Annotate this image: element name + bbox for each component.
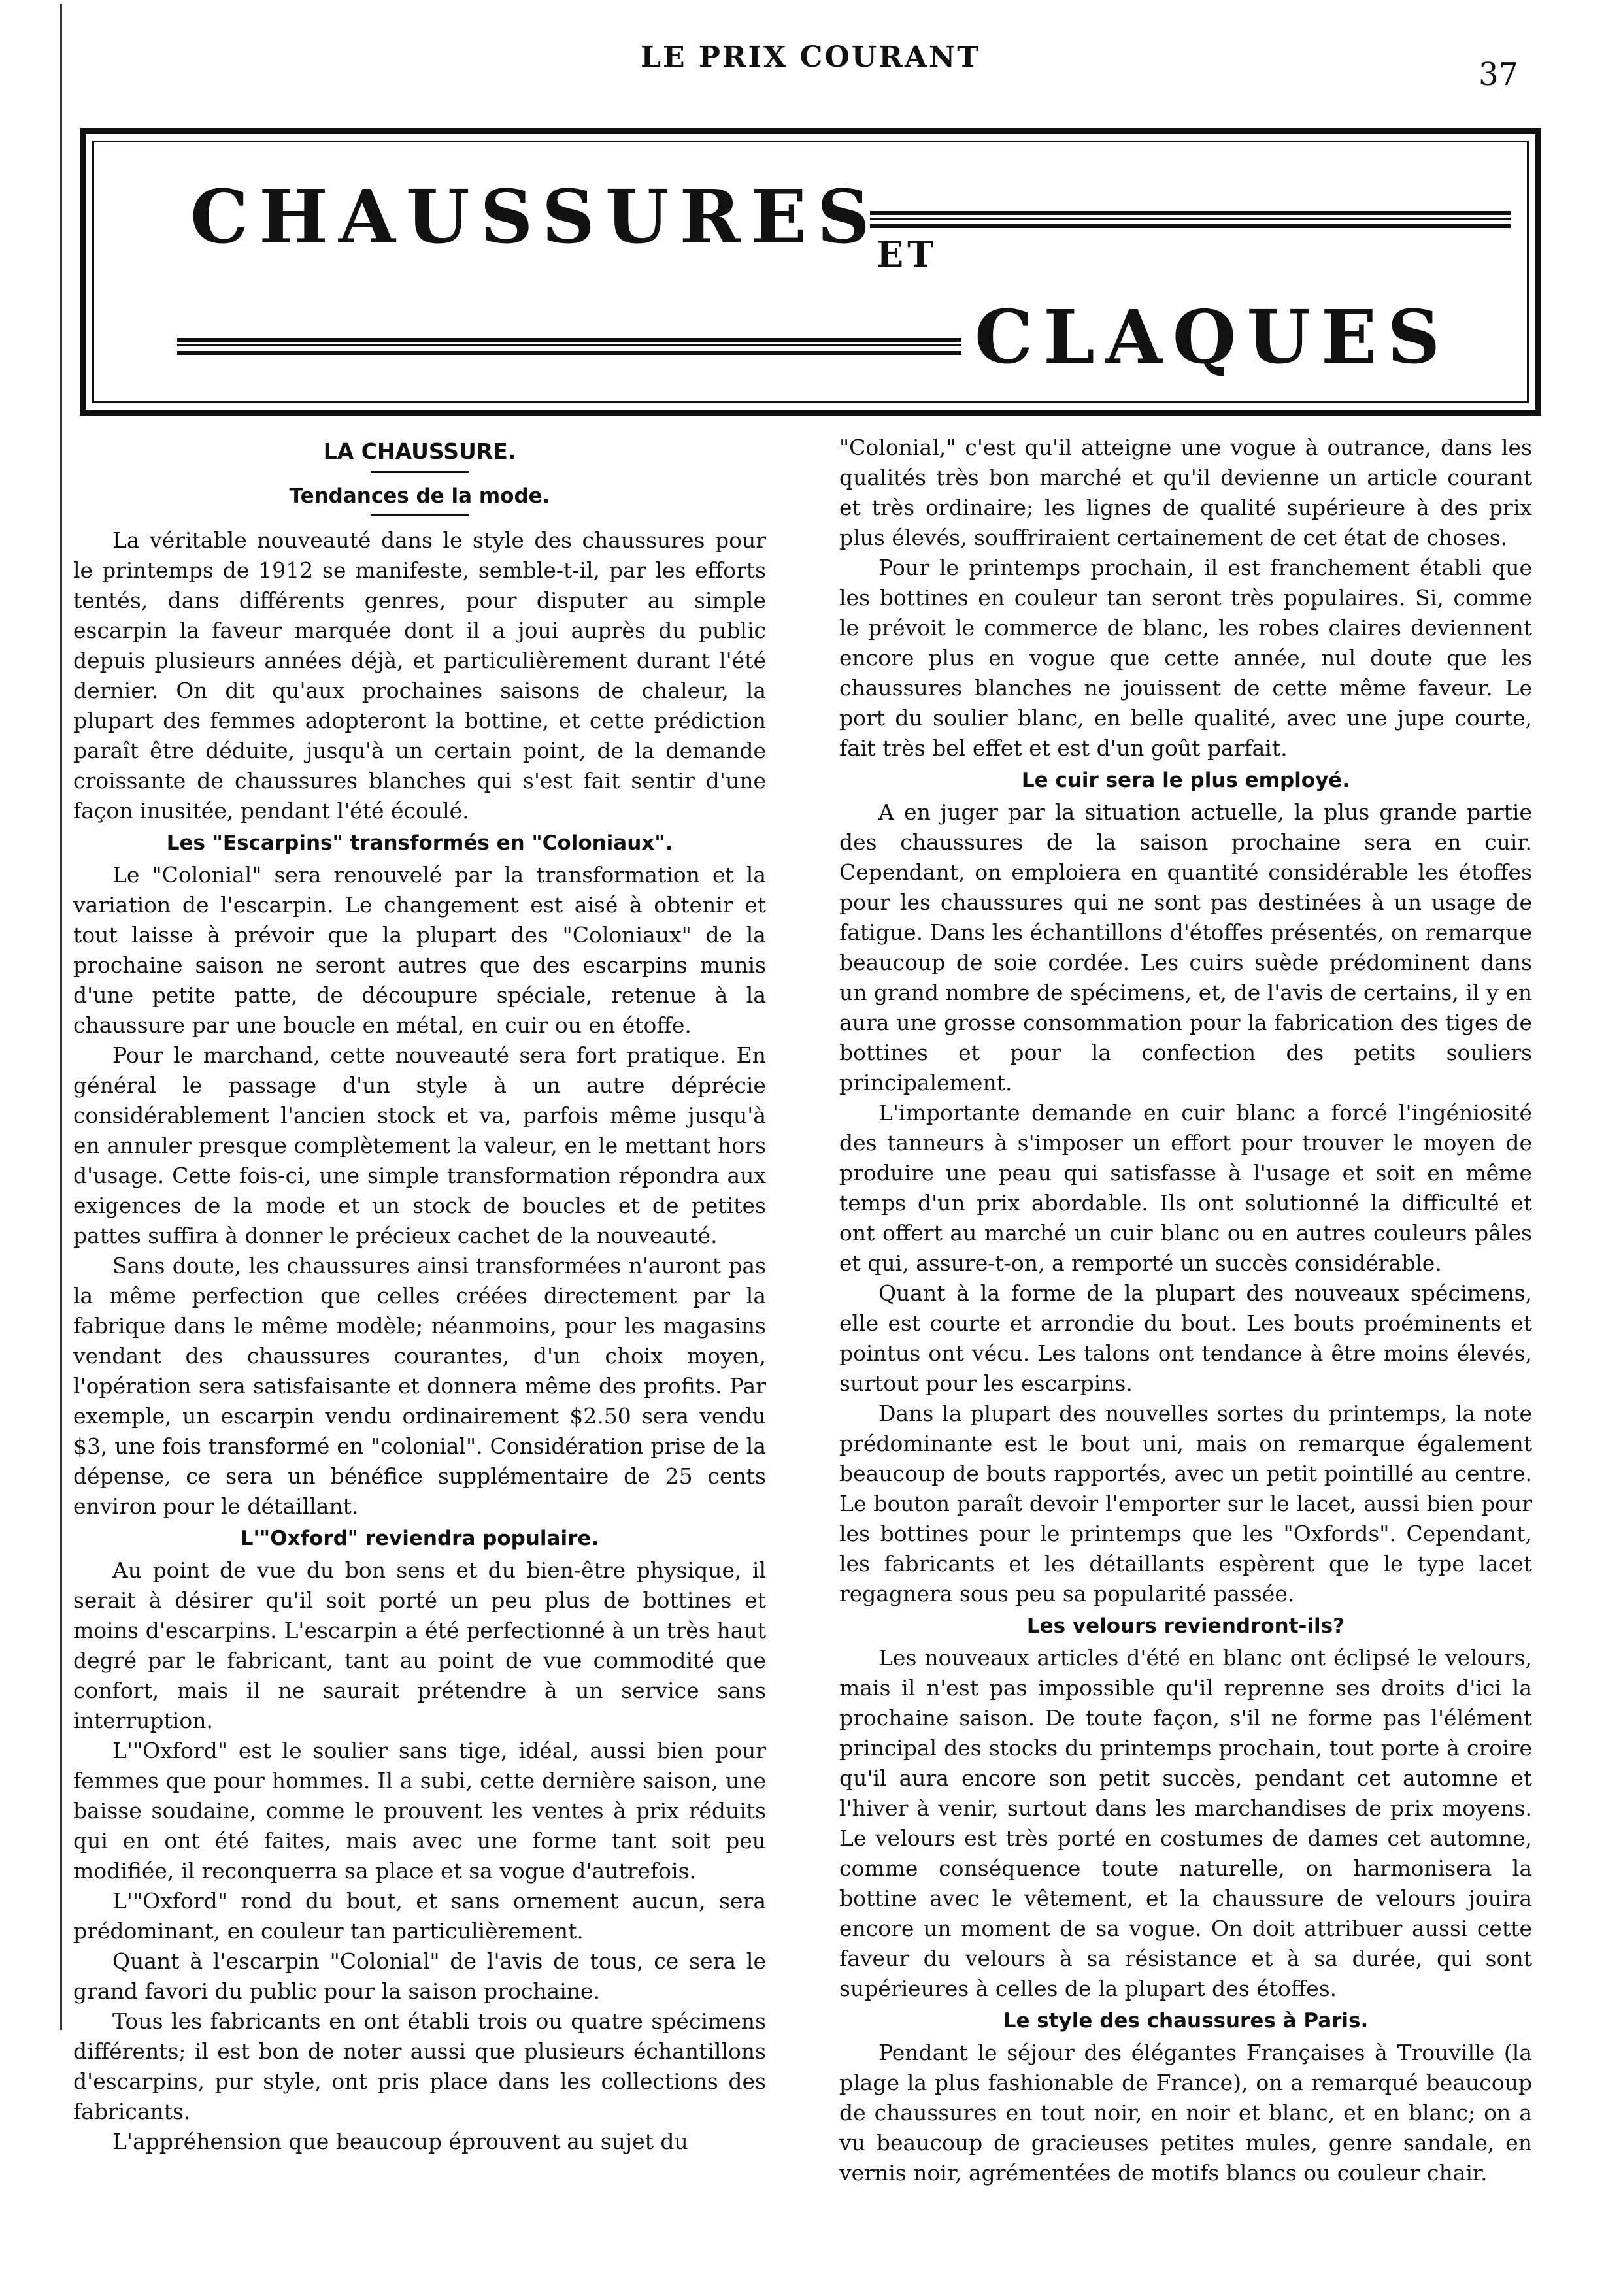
paragraph: A en juger par la situation actuelle, la plus grande partie des chaussures de la saison prochaine sera en cuir. Cependant, on emploiera en quantité considérable les étoffes pour les chaussures qui ne sont pas destinées à un usage de fatigue. Dans les échantillons d'étoffes présentés, on remarque beaucoup de soie cordée. Les cuirs suède prédominent dans un grand nombre de spécimens, et, de l'avis de certains, il y en aura une grosse consommation pour la fabrication des tiges de bottines et pour la confection des petits souliers principalement. (839, 799, 1532, 1095)
paragraph: Quant à l'escarpin "Colonial" de l'avis de tous, ce sera le grand favori du public pour la saison prochaine. (73, 1948, 766, 2004)
masthead-rule-upper (870, 211, 1511, 228)
section-heading-paris: Le style des chaussures à Paris. (1003, 2009, 1369, 2033)
right-column (839, 433, 1532, 2188)
paragraph: Pour le marchand, cette nouveauté sera fort pratique. En général le passage d'un style à un autre déprécie considérablement l'ancien stock et va, parfois même jusqu'à en annuler presque complètement la valeur, en le mettant hors d'usage. Cette fois-ci, une simple transformation répondra aux exigences de la mode et un stock de boucles et de petites pattes suffira à donner le précieux cachet de la nouveauté. (73, 1042, 766, 1248)
paragraph: Les nouveaux articles d'été en blanc ont éclipsé le velours, mais il n'est pas impossible qu'il reprenne ses droits d'ici la prochaine saison. De toute façon, s'il ne forme pas l'élément principal des stocks du printemps prochain, tout porte à croire qu'il aura encore son petit succès, pendant cet automne et l'hiver à venir, surtout dans les marchandises de prix moyens. Le velours est très porté en costumes de dames cet automne, comme conséquence toute naturelle, on harmonisera la bottine avec le vêtement, et la chaussure de velours jouira encore un moment de sa vogue. On doit attribuer aussi cette faveur du velours à sa résistance et à sa durée, qui sont supérieures à celles de la plupart des étoffes. (839, 1645, 1532, 2001)
paragraph: Dans la plupart des nouvelles sortes du printemps, la note prédominante est le bout uni, mais on remarque également beaucoup de bouts rapportés, avec un petit pointillé au centre. Le bouton paraît devoir l'emporter sur le lacet, aussi bien pour les bottines pour le printemps que les "Oxfords". Cependant, les fabricants et les détaillants espèrent que le type lacet regagnera sous peu sa popularité passée. (839, 1401, 1532, 1606)
paragraph: Sans doute, les chaussures ainsi transformées n'auront pas la même perfection que celles créées directement par la fabrique dans le même modèle; néanmoins, pour les magasins vendant des chaussures courantes, d'un choix moyen, l'opération sera satisfaisante et donnera même des profits. Par exemple, un escarpin vendu ordinairement $2.50 sera vendu $3, une fois transformé en "colonial". Considération prise de la dépense, ce sera un bénéfice supplémentaire de 25 cents environ pour le détaillant. (73, 1253, 766, 1519)
article-subtitle: Tendances de la mode. (289, 484, 550, 508)
page-number: 37 (1479, 56, 1519, 93)
paragraph-continued: "Colonial," c'est qu'il atteigne une vogue à outrance, dans les qualités très bon marché et qu'il devienne un article courant et très ordinaire; les lignes de qualité supérieure à des prix plus élevés, souffriraient certainement de cet état de choses. (839, 435, 1532, 550)
title-rule (371, 471, 469, 473)
left-column (73, 433, 766, 2157)
paragraph: Quant à la forme de la plupart des nouveaux spécimens, elle est courte et arrondie du bout. Les bouts proéminents et pointus ont vécu. Les talons ont tendance à être moins élevés, surtout pour les escarpins. (839, 1280, 1532, 1396)
paragraph: L'importante demande en cuir blanc a forcé l'ingéniosité des tanneurs à s'imposer un effort pour trouver le moyen de produire une peau qui satisfasse à l'usage et soit en même temps d'un prix abordable. Ils ont solutionné la difficulté et ont offert au marché un cuir blanc ou en autres couleurs pâles et qui, assure-t-on, a remporté un succès considérable. (839, 1100, 1532, 1276)
section-heading-escarpins: Les "Escarpins" transformés en "Coloniaux". (166, 831, 673, 855)
paragraph: Au point de vue du bon sens et du bien-être physique, il serait à désirer qu'il soit porté un peu plus de bottines et moins d'escarpins. L'escarpin a été perfectionné à un très haut degré par le fabricant, tant au point de vue commodité que confort, mais il ne saurait prétendre à un service sans interruption. (73, 1557, 766, 1733)
paragraph: Le "Colonial" sera renouvelé par la transformation et la variation de l'escarpin. Le changement est aisé à obtenir et tout laisse à prévoir que la plupart des "Coloniaux" de la prochaine saison ne seront autres que des escarpins munis d'une petite patte, de découpure spéciale, retenue à la chaussure par une boucle en métal, en cuir ou en étoffe. (73, 862, 766, 1038)
section-heading-cuir: Le cuir sera le plus employé. (1021, 769, 1350, 792)
masthead-word-et: ET (877, 233, 938, 275)
masthead-word-claques: CLAQUES (975, 295, 1451, 380)
section-heading-velours: Les velours reviendront-ils? (1026, 1614, 1345, 1638)
paragraph: Tous les fabricants en ont établi trois ou quatre spécimens différents; il est bon de noter aussi que plusieurs échantillons d'escarpins, pur style, ont pris place dans les collections des fabricants. (73, 2008, 766, 2124)
masthead-word-chaussures: CHAUSSURES (190, 175, 880, 260)
paragraph: L'"Oxford" rond du bout, et sans ornement aucun, sera prédominant, en couleur tan particulièrement. (73, 1888, 766, 1944)
masthead-rule-lower (177, 338, 961, 355)
section-masthead (80, 128, 1541, 416)
subtitle-rule (371, 514, 469, 516)
running-head: LE PRIX COURANT (641, 41, 980, 74)
paragraph: Pour le printemps prochain, il est franchement établi que les bottines en couleur tan seront très populaires. Si, comme le prévoit le commerce de blanc, les robes claires deviennent encore plus en vogue que cette année, nul doute que les chaussures blanches ne jouissent de cette même faveur. Le port du soulier blanc, en belle qualité, avec une jupe courte, fait très bel effet et est d'un goût parfait. (839, 555, 1532, 761)
paragraph: Pendant le séjour des élégantes Françaises à Trouville (la plage la plus fashionable de France), on a remarqué beaucoup de chaussures en tout noir, en noir et blanc, et en blanc; on a vu beaucoup de gracieuses petites mules, genre sandale, en vernis noir, agrémentées de motifs blancs ou couleur chair. (839, 2040, 1532, 2186)
paragraph: La véritable nouveauté dans le style des chaussures pour le printemps de 1912 se manifeste, semble-t-il, par les efforts tentés, dans différents genres, pour disputer au simple escarpin la faveur marquée dont il a joui auprès du public depuis plusieurs années déjà, et particulièrement durant l'été dernier. On dit qu'aux prochaines saisons de chaleur, la plupart des femmes adopteront la bottine, et cette prédiction paraît être déduite, jusqu'à un certain point, de la demande croissante de chaussures blanches qui s'est fait sentir d'une façon inusitée, pendant l'été écoulé. (73, 527, 766, 824)
page-edge-rule (60, 4, 62, 2030)
paragraph: L'appréhension que beaucoup éprouvent au sujet du (112, 2129, 688, 2154)
article-title: LA CHAUSSURE. (323, 439, 516, 464)
paragraph: L'"Oxford" est le soulier sans tige, idéal, aussi bien pour femmes que pour hommes. Il a subi, cette dernière saison, une baisse soudaine, comme le prouvent les ventes à prix réduits qui en ont été faites, mais avec une forme tant soit peu modifiée, il reconquerra sa place et sa vogue d'autrefois. (73, 1738, 766, 1884)
section-heading-oxford: L'"Oxford" reviendra populaire. (240, 1527, 599, 1550)
